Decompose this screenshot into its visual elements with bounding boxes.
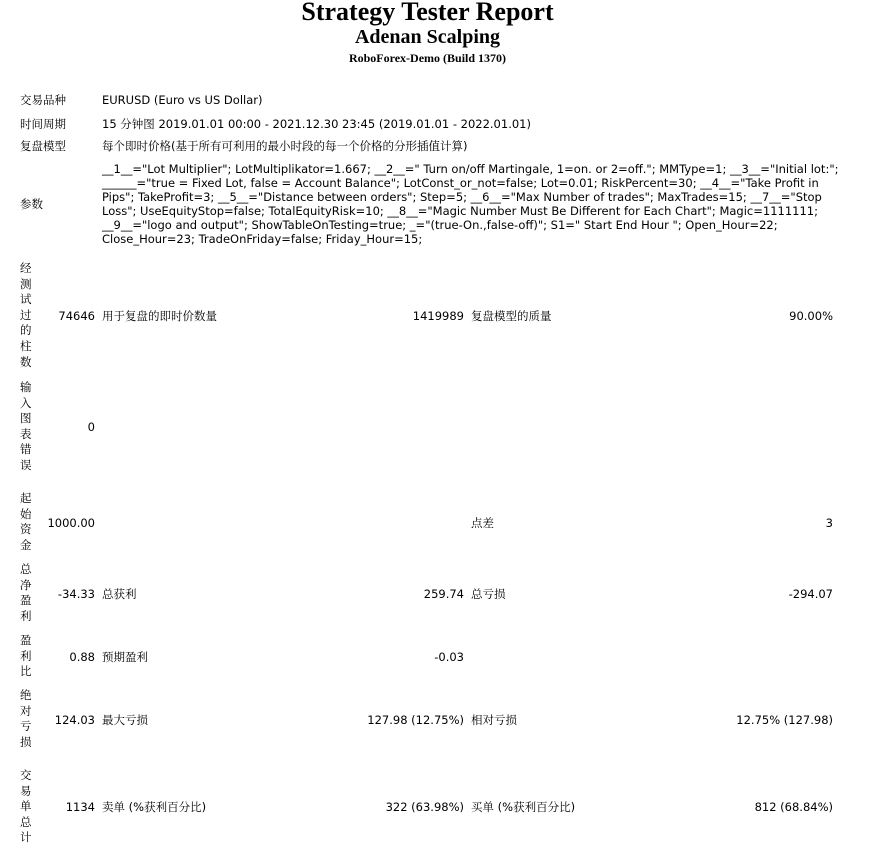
report-title: Strategy Tester Report	[301, 0, 554, 26]
chart-errors-value: 0	[87, 420, 95, 434]
ticks-value: 1419989	[412, 309, 464, 323]
gross-profit-value: 259.74	[423, 587, 464, 601]
gross-profit-label: 总获利	[102, 587, 137, 601]
bars-tested-label: 经测试过的柱数	[20, 261, 32, 369]
absolute-drawdown-value: 124.03	[54, 713, 95, 727]
expected-payoff-value: -0.03	[434, 650, 464, 664]
spread-value: 3	[825, 516, 833, 530]
long-positions-label: 买单 (%获利百分比)	[471, 800, 576, 814]
long-positions-value: 812 (68.84%)	[754, 800, 833, 814]
chart-errors-label: 输入图表错误	[20, 380, 32, 472]
expected-payoff-label: 预期盈利	[102, 650, 148, 664]
short-positions-label: 卖单 (%获利百分比)	[102, 800, 207, 814]
net-profit-value: -34.33	[57, 587, 95, 601]
short-positions-value: 322 (63.98%)	[385, 800, 464, 814]
max-drawdown-value: 127.98 (12.75%)	[367, 713, 464, 727]
period-label: 时间周期	[20, 117, 66, 131]
total-trades-value: 1134	[65, 800, 95, 814]
total-trades-label: 交易单总计	[20, 768, 32, 845]
ticks-label: 用于复盘的即时价数量	[102, 309, 217, 323]
profit-factor-value: 0.88	[69, 650, 95, 664]
net-profit-label: 总净盈利	[20, 562, 32, 623]
quality-label: 复盘模型的质量	[471, 309, 552, 323]
profit-factor-label: 盈利比	[20, 633, 32, 679]
expert-name: Adenan Scalping	[354, 26, 501, 48]
period-value: 15 分钟图 2019.01.01 00:00 - 2021.12.30 23:45 (2019.01.01 - 2022.01.01)	[102, 117, 531, 131]
bars-tested-value: 74646	[58, 309, 95, 323]
params-value: __1__="Lot Multiplier"; LotMultiplikator=1.667; __2__=" Turn on/off Martingale, 1=on. or 2=off."; MMType=1; __3__="Initial lot:"; ______="true = Fixed Lot, false = Account Balance"; LotConst_or_not=false; Lot=0.01; RiskPercent=30; __4__="Take Profit in Pips"; TakeProfit=3; __5__="Distance between orders"; Step=5; __6__="Max Number of trades"; MaxTrades=15; __7__="Stop Loss"; UseEquityStop=false; TotalEquityRisk=10; __8__="Magic Number Must Be Different for Each Chart"; Magic=1111111; __9__="logo and output"; ShowTableOnTesting=true; _="(true-On.,false-off)"; S1=" Start End Hour "; Open_Hour=22; Close_Hour=23; TradeOnFriday=false; Friday_Hour=15;	[102, 162, 839, 246]
model-label: 复盘模型	[20, 139, 66, 153]
symbol-label: 交易品种	[20, 93, 66, 107]
model-value: 每个即时价格(基于所有可利用的最小时段的每一个价格的分形插值计算)	[102, 139, 468, 153]
server-build: RoboForex-Demo (Build 1370)	[348, 51, 507, 65]
params-label: 参数	[20, 197, 43, 211]
relative-drawdown-label: 相对亏损	[471, 713, 517, 727]
initial-deposit-value: 1000.00	[47, 516, 95, 530]
initial-deposit-label: 起始资金	[20, 491, 32, 552]
quality-value: 90.00%	[789, 309, 833, 323]
gross-loss-value: -294.07	[788, 587, 833, 601]
gross-loss-label: 总亏损	[471, 587, 506, 601]
symbol-value: EURUSD (Euro vs US Dollar)	[102, 93, 263, 107]
spread-label: 点差	[471, 516, 494, 530]
absolute-drawdown-label: 绝对亏损	[20, 688, 32, 749]
max-drawdown-label: 最大亏损	[102, 713, 148, 727]
relative-drawdown-value: 12.75% (127.98)	[736, 713, 833, 727]
